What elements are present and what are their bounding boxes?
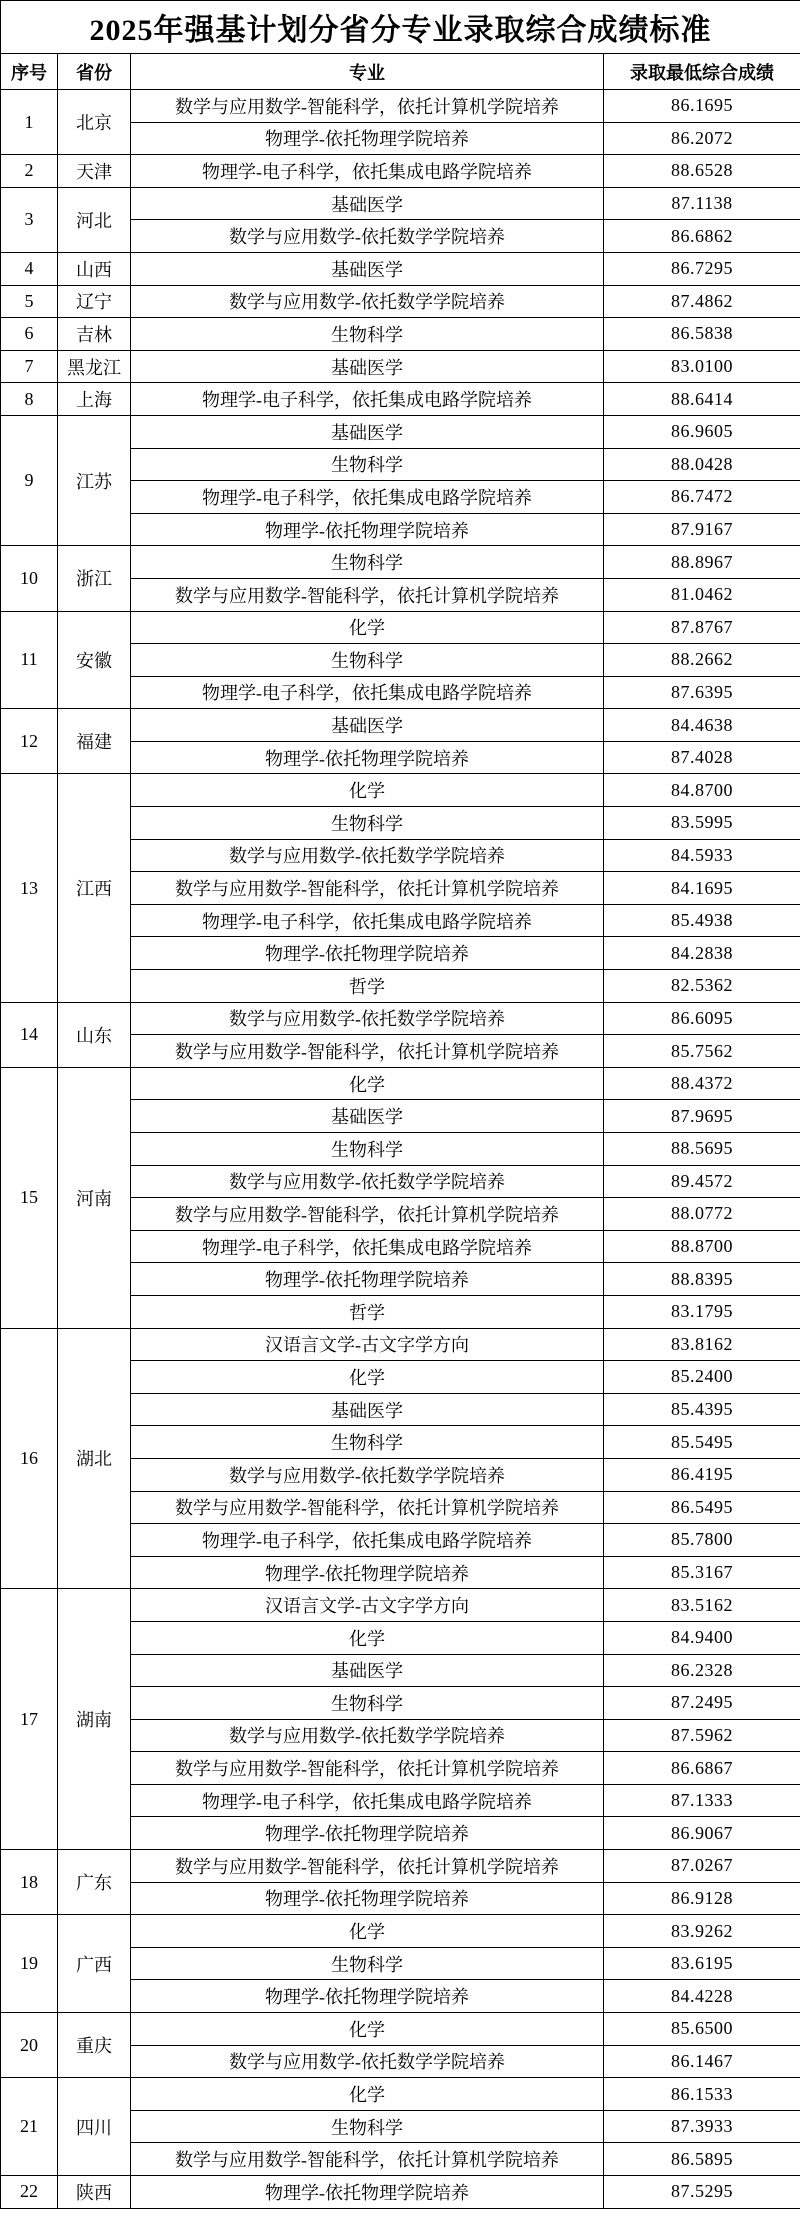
major-cell: 汉语言文学-古文字学方向	[131, 1589, 604, 1622]
column-header-major: 专业	[131, 54, 604, 90]
score-cell: 81.0462	[604, 578, 800, 611]
major-cell: 化学	[131, 2013, 604, 2046]
score-cell: 86.6867	[604, 1752, 800, 1785]
score-cell: 88.5695	[604, 1133, 800, 1166]
province-cell: 江苏	[58, 415, 131, 545]
province-cell: 湖北	[58, 1328, 131, 1589]
score-cell: 86.5895	[604, 2143, 800, 2176]
score-cell: 86.9128	[604, 1882, 800, 1915]
major-cell: 基础医学	[131, 1393, 604, 1426]
province-cell: 上海	[58, 383, 131, 416]
major-cell: 生物科学	[131, 1133, 604, 1166]
major-cell: 数学与应用数学-依托数学学院培养	[131, 839, 604, 872]
major-cell: 物理学-依托物理学院培养	[131, 122, 604, 155]
score-cell: 85.2400	[604, 1361, 800, 1394]
row-index-cell: 19	[1, 1915, 58, 2013]
major-cell: 数学与应用数学-智能科学，依托计算机学院培养	[131, 1491, 604, 1524]
score-cell: 86.7472	[604, 481, 800, 514]
score-cell: 87.3933	[604, 2110, 800, 2143]
score-cell: 88.8700	[604, 1230, 800, 1263]
table-row	[1, 252, 800, 285]
major-cell: 化学	[131, 2078, 604, 2111]
score-cell: 88.8967	[604, 546, 800, 579]
score-table-body	[1, 90, 800, 2209]
column-header-index: 序号	[1, 54, 58, 90]
major-cell: 化学	[131, 1361, 604, 1394]
score-cell: 85.5495	[604, 1426, 800, 1459]
table-row	[1, 1328, 800, 1361]
province-cell: 湖南	[58, 1589, 131, 1850]
province-cell: 北京	[58, 90, 131, 155]
major-cell: 基础医学	[131, 1100, 604, 1133]
major-cell: 数学与应用数学-依托数学学院培养	[131, 2045, 604, 2078]
row-index-cell: 12	[1, 709, 58, 774]
major-cell: 物理学-依托物理学院培养	[131, 937, 604, 970]
major-cell: 数学与应用数学-依托数学学院培养	[131, 1002, 604, 1035]
row-index-cell: 10	[1, 546, 58, 611]
table-row	[1, 1915, 800, 1948]
major-cell: 基础医学	[131, 415, 604, 448]
score-cell: 88.4372	[604, 1067, 800, 1100]
major-cell: 数学与应用数学-智能科学，依托计算机学院培养	[131, 2143, 604, 2176]
row-index-cell: 8	[1, 383, 58, 416]
province-cell: 河南	[58, 1067, 131, 1328]
province-cell: 江西	[58, 774, 131, 1002]
score-cell: 83.9262	[604, 1915, 800, 1948]
score-cell: 87.4862	[604, 285, 800, 318]
score-cell: 87.0267	[604, 1850, 800, 1883]
row-index-cell: 21	[1, 2078, 58, 2176]
column-header-min-score: 录取最低综合成绩	[604, 54, 800, 90]
major-cell: 物理学-依托物理学院培养	[131, 1817, 604, 1850]
score-cell: 87.6395	[604, 676, 800, 709]
major-cell: 生物科学	[131, 448, 604, 481]
province-cell: 重庆	[58, 2013, 131, 2078]
score-cell: 84.8700	[604, 774, 800, 807]
major-cell: 生物科学	[131, 1426, 604, 1459]
score-cell: 85.4938	[604, 904, 800, 937]
score-cell: 85.6500	[604, 2013, 800, 2046]
table-row	[1, 774, 800, 807]
score-cell: 84.5933	[604, 839, 800, 872]
major-cell: 基础医学	[131, 350, 604, 383]
row-index-cell: 14	[1, 1002, 58, 1067]
major-cell: 化学	[131, 611, 604, 644]
row-index-cell: 7	[1, 350, 58, 383]
score-cell: 86.9067	[604, 1817, 800, 1850]
major-cell: 物理学-依托物理学院培养	[131, 513, 604, 546]
row-index-cell: 2	[1, 155, 58, 188]
major-cell: 基础医学	[131, 1654, 604, 1687]
row-index-cell: 1	[1, 90, 58, 155]
score-cell: 85.4395	[604, 1393, 800, 1426]
major-cell: 哲学	[131, 1295, 604, 1328]
province-cell: 安徽	[58, 611, 131, 709]
score-cell: 84.2838	[604, 937, 800, 970]
row-index-cell: 4	[1, 252, 58, 285]
major-cell: 数学与应用数学-智能科学，依托计算机学院培养	[131, 1850, 604, 1883]
province-cell: 福建	[58, 709, 131, 774]
major-cell: 物理学-依托物理学院培养	[131, 1263, 604, 1296]
score-cell: 86.4195	[604, 1458, 800, 1491]
province-cell: 四川	[58, 2078, 131, 2176]
score-cell: 88.6414	[604, 383, 800, 416]
score-cell: 83.0100	[604, 350, 800, 383]
major-cell: 物理学-依托物理学院培养	[131, 741, 604, 774]
title-row	[1, 1, 800, 54]
table-row	[1, 1002, 800, 1035]
major-cell: 数学与应用数学-依托数学学院培养	[131, 1458, 604, 1491]
page-title: 2025年强基计划分省分专业录取综合成绩标准	[1, 1, 800, 54]
table-row	[1, 350, 800, 383]
score-cell: 87.5295	[604, 2176, 800, 2209]
score-cell: 87.1333	[604, 1784, 800, 1817]
score-cell: 86.1467	[604, 2045, 800, 2078]
table-row	[1, 2176, 800, 2209]
row-index-cell: 5	[1, 285, 58, 318]
major-cell: 化学	[131, 1067, 604, 1100]
score-cell: 86.6862	[604, 220, 800, 253]
major-cell: 物理学-依托物理学院培养	[131, 1556, 604, 1589]
major-cell: 数学与应用数学-智能科学，依托计算机学院培养	[131, 1035, 604, 1068]
major-cell: 物理学-电子科学，依托集成电路学院培养	[131, 155, 604, 188]
score-cell: 83.5162	[604, 1589, 800, 1622]
table-row	[1, 285, 800, 318]
score-cell: 86.7295	[604, 252, 800, 285]
score-cell: 84.4638	[604, 709, 800, 742]
score-cell: 87.4028	[604, 741, 800, 774]
major-cell: 生物科学	[131, 546, 604, 579]
score-cell: 85.7562	[604, 1035, 800, 1068]
major-cell: 物理学-电子科学，依托集成电路学院培养	[131, 383, 604, 416]
score-cell: 86.5495	[604, 1491, 800, 1524]
row-index-cell: 3	[1, 187, 58, 252]
major-cell: 生物科学	[131, 644, 604, 677]
row-index-cell: 6	[1, 318, 58, 351]
table-row	[1, 187, 800, 220]
province-cell: 山东	[58, 1002, 131, 1067]
major-cell: 数学与应用数学-依托数学学院培养	[131, 1719, 604, 1752]
score-cell: 88.6528	[604, 155, 800, 188]
major-cell: 数学与应用数学-依托数学学院培养	[131, 1165, 604, 1198]
table-row	[1, 415, 800, 448]
column-header-province: 省份	[58, 54, 131, 90]
row-index-cell: 16	[1, 1328, 58, 1589]
major-cell: 化学	[131, 1915, 604, 1948]
table-row	[1, 155, 800, 188]
score-cell: 87.1138	[604, 187, 800, 220]
major-cell: 数学与应用数学-依托数学学院培养	[131, 220, 604, 253]
score-cell: 84.9400	[604, 1621, 800, 1654]
table-row	[1, 546, 800, 579]
score-cell: 86.2072	[604, 122, 800, 155]
major-cell: 汉语言文学-古文字学方向	[131, 1328, 604, 1361]
major-cell: 物理学-电子科学，依托集成电路学院培养	[131, 1784, 604, 1817]
major-cell: 物理学-电子科学，依托集成电路学院培养	[131, 1524, 604, 1557]
province-cell: 天津	[58, 155, 131, 188]
major-cell: 基础医学	[131, 187, 604, 220]
major-cell: 数学与应用数学-智能科学，依托计算机学院培养	[131, 578, 604, 611]
major-cell: 生物科学	[131, 1687, 604, 1720]
province-cell: 山西	[58, 252, 131, 285]
major-cell: 物理学-电子科学，依托集成电路学院培养	[131, 481, 604, 514]
major-cell: 数学与应用数学-智能科学，依托计算机学院培养	[131, 1198, 604, 1231]
province-cell: 广西	[58, 1915, 131, 2013]
table-row	[1, 383, 800, 416]
score-cell: 89.4572	[604, 1165, 800, 1198]
province-cell: 河北	[58, 187, 131, 252]
row-index-cell: 11	[1, 611, 58, 709]
major-cell: 物理学-依托物理学院培养	[131, 1980, 604, 2013]
province-cell: 广东	[58, 1850, 131, 1915]
score-cell: 87.5962	[604, 1719, 800, 1752]
row-index-cell: 20	[1, 2013, 58, 2078]
score-cell: 83.5995	[604, 807, 800, 840]
row-index-cell: 17	[1, 1589, 58, 1850]
major-cell: 生物科学	[131, 318, 604, 351]
score-cell: 86.2328	[604, 1654, 800, 1687]
score-cell: 87.8767	[604, 611, 800, 644]
score-cell: 88.0428	[604, 448, 800, 481]
major-cell: 数学与应用数学-智能科学，依托计算机学院培养	[131, 1752, 604, 1785]
table-row	[1, 611, 800, 644]
score-cell: 83.8162	[604, 1328, 800, 1361]
score-cell: 84.1695	[604, 872, 800, 905]
score-cell: 88.2662	[604, 644, 800, 677]
province-cell: 浙江	[58, 546, 131, 611]
table-row	[1, 2078, 800, 2111]
row-index-cell: 9	[1, 415, 58, 545]
score-cell: 85.7800	[604, 1524, 800, 1557]
major-cell: 数学与应用数学-依托数学学院培养	[131, 285, 604, 318]
major-cell: 化学	[131, 1621, 604, 1654]
major-cell: 物理学-依托物理学院培养	[131, 2176, 604, 2209]
score-cell: 82.5362	[604, 970, 800, 1003]
score-cell: 85.3167	[604, 1556, 800, 1589]
row-index-cell: 15	[1, 1067, 58, 1328]
major-cell: 物理学-依托物理学院培养	[131, 1882, 604, 1915]
table-row	[1, 709, 800, 742]
major-cell: 物理学-电子科学，依托集成电路学院培养	[131, 904, 604, 937]
score-cell: 86.1533	[604, 2078, 800, 2111]
major-cell: 化学	[131, 774, 604, 807]
province-cell: 辽宁	[58, 285, 131, 318]
row-index-cell: 22	[1, 2176, 58, 2209]
major-cell: 数学与应用数学-智能科学，依托计算机学院培养	[131, 90, 604, 123]
major-cell: 数学与应用数学-智能科学，依托计算机学院培养	[131, 872, 604, 905]
table-row	[1, 1589, 800, 1622]
score-cell: 83.6195	[604, 1947, 800, 1980]
province-cell: 陕西	[58, 2176, 131, 2209]
score-cell: 84.4228	[604, 1980, 800, 2013]
table-row	[1, 318, 800, 351]
major-cell: 物理学-电子科学，依托集成电路学院培养	[131, 676, 604, 709]
major-cell: 生物科学	[131, 2110, 604, 2143]
score-cell: 88.8395	[604, 1263, 800, 1296]
major-cell: 物理学-电子科学，依托集成电路学院培养	[131, 1230, 604, 1263]
score-cell: 86.6095	[604, 1002, 800, 1035]
major-cell: 基础医学	[131, 709, 604, 742]
score-cell: 87.9695	[604, 1100, 800, 1133]
header-row	[1, 54, 800, 90]
score-cell: 86.5838	[604, 318, 800, 351]
table-row	[1, 90, 800, 123]
table-row	[1, 1850, 800, 1883]
row-index-cell: 18	[1, 1850, 58, 1915]
row-index-cell: 13	[1, 774, 58, 1002]
score-cell: 87.9167	[604, 513, 800, 546]
score-cell: 86.1695	[604, 90, 800, 123]
major-cell: 哲学	[131, 970, 604, 1003]
table-row	[1, 2013, 800, 2046]
province-cell: 吉林	[58, 318, 131, 351]
score-cell: 86.9605	[604, 415, 800, 448]
major-cell: 基础医学	[131, 252, 604, 285]
score-cell: 87.2495	[604, 1687, 800, 1720]
major-cell: 生物科学	[131, 1947, 604, 1980]
province-cell: 黑龙江	[58, 350, 131, 383]
major-cell: 生物科学	[131, 807, 604, 840]
score-cell: 83.1795	[604, 1295, 800, 1328]
score-cell: 88.0772	[604, 1198, 800, 1231]
table-row	[1, 1067, 800, 1100]
